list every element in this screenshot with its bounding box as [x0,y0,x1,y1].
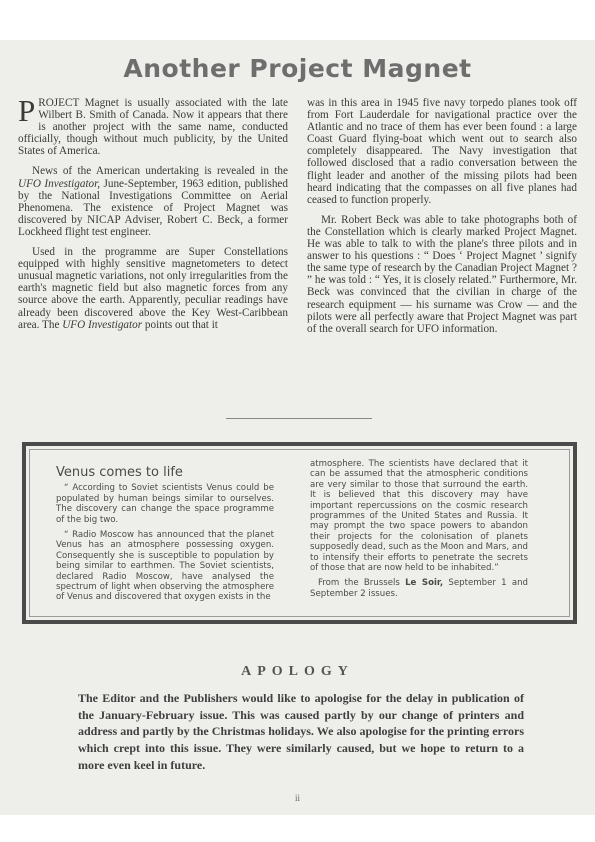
publication-name: UFO Investigator, [18,177,101,190]
drop-cap: P [18,93,36,128]
news-paragraph: “ According to Soviet scientists Venus could be populated by human beings similar to ourselves. The discovery can change the space programme of the big two. [56,483,274,525]
apology-text: The Editor and the Publishers would like to apologise for the delay in publication of the January-February issue. This was caused partly by our change of printers and address and partly by the Christmas holidays. We also apologise for the printing errors which crept into this issue. They were similarly caused, but we hope to return to a more even keel in future. [78,691,524,772]
page-number: ii [294,793,300,803]
news-box-column-left [56,465,274,608]
article-column-left [18,93,288,339]
source-text: From the Brussels [318,578,406,589]
news-box-title: Venus comes to life [56,465,183,480]
news-box [22,442,577,624]
news-paragraph: atmosphere. The scientists have declared that it can be assumed that the atmospheric conditions are very similar to those that surround the earth. It is believed that this discovery may have important repercussions on the cosmic research programmes of the United States and Russia. It may prompt the two space powers to abandon their projects for the colonisation of planets supposedly dead, such as the Moon and Mars, and to intensify their efforts to penetrate the secrets of those that are now held to be inhabited.” [310,459,528,574]
article-paragraph [18,246,288,331]
paragraph-text: News of the American undertaking is revealed in the [32,165,288,178]
publication-name: UFO Investigator [62,318,143,331]
paragraph-text: June-September, 1963 edition, published by the National Investigations Committee on Aerial Phenomena. The existence of Project Magnet was discovered by NICAP Adviser, Robert C. Beck, a former Lockheed flight test engineer. [18,177,288,238]
news-box-column-right [310,459,528,604]
article-paragraph: was in this area in 1945 five navy torpedo planes took off from Fort Lauderdale for navigational practice over the Atlantic and no trace of them has ever been found : a large Coast Guard flying-boat which went out to search also completely disappeared. The Navy investigation that followed disclosed that a radio conversation between the flight leader and another of the missing pilots had been heard indicating that the compasses on all five planes had ceased to function properly. [307,97,577,206]
news-source [310,578,528,599]
apology-title: APOLOGY [241,664,354,679]
source-publication: Le Soir, [405,578,444,589]
paragraph-text: ROJECT Magnet is usually associated with the late Wilbert B. Smith of Canada. Now it appears that there is another project with the same name, conducted officially, though without much publicity, by the United States of America. [18,97,288,158]
section-divider [226,418,372,419]
article-paragraph [18,165,288,238]
article-paragraph [18,93,288,158]
source-text: September 1 and September 2 issues. [310,578,528,599]
article-paragraph: Mr. Robert Beck was able to take photographs both of the Constellation which is clearly marked Project Magnet. He was able to talk to with the plane's three pilots and in answer to his questions : “ Does ‘ Project Magnet ’ signify the same type of research by the Canadian Project Magnet ? ” he was told : “ Yes, it is closely related.” Furthermore, Mr. Beck was convinced that the civilian in charge of the research equipment — his surname was Crow — and the pilots were all perfectly aware that Project Magnet was part of the overall search for UFO information. [307,213,577,335]
article-column-right [307,97,577,343]
paragraph-text: Used in the programme are Super Constellations equipped with highly sensitive magnetometers to detect unusual magnetic variations, not only irregularities from the earth's magnetic field but also magnetic forces from any source above the earth. Apparently, peculiar readings have already been discovered above the Key West-Caribbean area. The [18,246,288,331]
news-paragraph: “ Radio Moscow has announced that the planet Venus has an atmosphere possessing oxygen. Consequently she is susceptible to population by being similar to earthmen. The Soviet scientists, declared Radio Moscow, have analysed the spectrum of light when observing the atmosphere of Venus and discovered that oxygen exists in the [56,530,274,603]
paragraph-text: points out that it [142,318,218,331]
article-title: Another Project Magnet [123,54,472,83]
